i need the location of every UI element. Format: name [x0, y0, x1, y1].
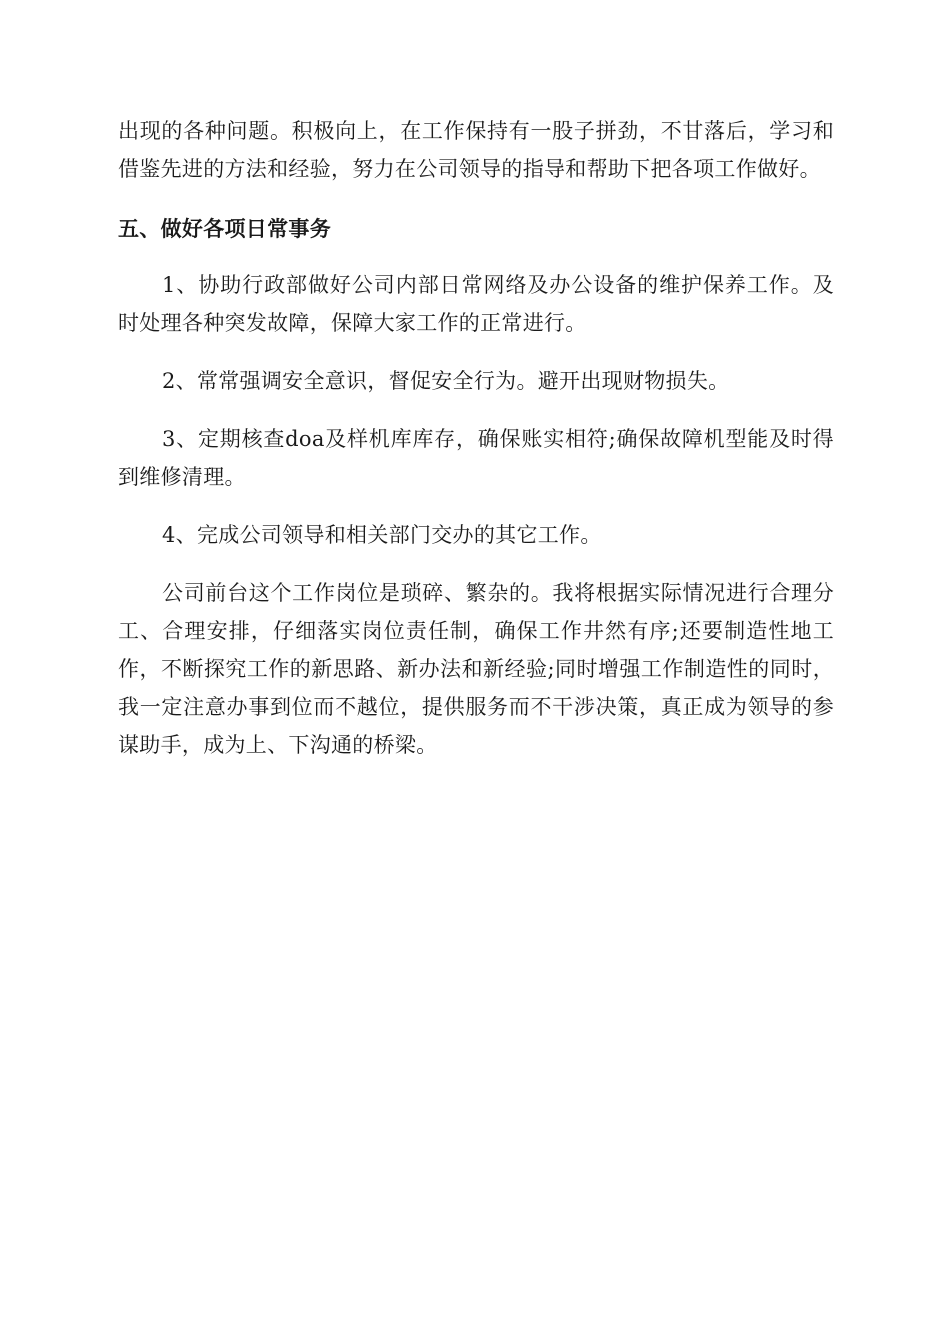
list-item-1: 1、协助行政部做好公司内部日常网络及办公设备的维护保养工作。及时处理各种突发故障，保障大家工作的正常进行。 — [118, 273, 834, 335]
list-item-3: 3、定期核查doa及样机库库存，确保账实相符;确保故障机型能及时得到维修清理。 — [118, 427, 834, 489]
spacer — [118, 188, 834, 210]
intro-paragraph: 出现的各种问题。积极向上，在工作保持有一股子拼劲，不甘落后，学习和借鉴先进的方法和经验，努力在公司领导的指导和帮助下把各项工作做好。 — [118, 119, 834, 181]
list-item-4: 4、完成公司领导和相关部门交办的其它工作。 — [162, 523, 602, 547]
spacer — [118, 248, 834, 266]
spacer — [118, 342, 834, 362]
list-item-2: 2、常常强调安全意识，督促安全行为。避开出现财物损失。 — [162, 369, 730, 393]
spacer — [118, 400, 834, 420]
spacer — [118, 554, 834, 574]
document-page — [118, 112, 834, 764]
spacer — [118, 496, 834, 516]
section-heading: 五、做好各项日常事务 — [118, 217, 331, 241]
closing-paragraph: 公司前台这个工作岗位是琐碎、繁杂的。我将根据实际情况进行合理分工、合理安排，仔细落实岗位责任制，确保工作井然有序;还要制造性地工作，不断探究工作的新思路、新办法和新经验;同时增强工作制造性的同时，我一定注意办事到位而不越位，提供服务而不干涉决策，真正成为领导的参谋助手，成为上、下沟通的桥梁。 — [118, 581, 834, 757]
